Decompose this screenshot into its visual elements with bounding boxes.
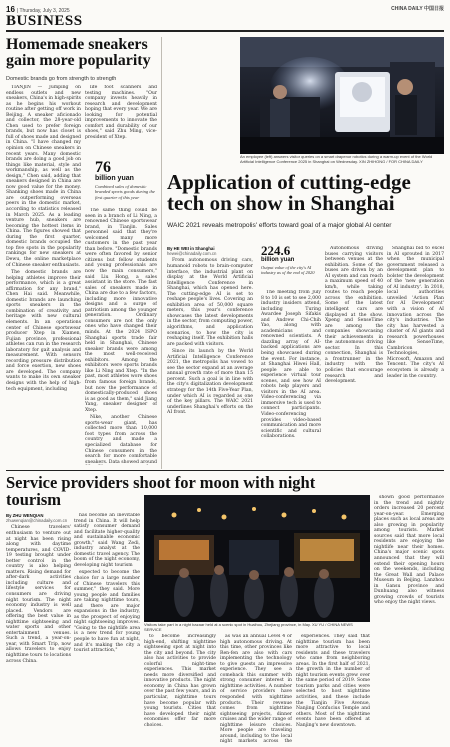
- night-col-1: [6, 513, 71, 743]
- photo-caption-ai: An employee (left) answers visitor queries on a smart drapenor robotics during a warm-up event of the World Artificial Intelligence Conference 2025 in Shanghai on Wednesday. XIN ZHIHONG / FOR CHINA DAILY: [240, 154, 433, 164]
- fact-ai-unit: billion yuan: [261, 257, 295, 263]
- headline-sneakers: Homemade sneakers gain more popularity: [6, 36, 151, 69]
- night-col-2: [74, 513, 140, 743]
- fact-number: 76: [95, 159, 111, 176]
- headline-night-tourism: Service providers shoot for moon with night tourism: [6, 473, 316, 509]
- publication-name-cn: 中国日报: [423, 6, 444, 12]
- publication-name-en: CHINA DAILY: [391, 6, 423, 12]
- fact-ai-description: Output value of the city's AI industry as of the end of 2020: [261, 265, 315, 276]
- sneakers-text-3: The domestic brands are helping athletes improve their performance, which is a great affirmation for any brand," Chen Hai said. Meanwhile, domestic brands are launching sports sneakers in the combination of creativity and heritage with new cultural elements. In an operations center of Chinese sportswear producer Xtep in Xiamen, Fujian province, professional athletes can run in the research laboratory for gait analysis and measurement. With sensors recording pressure distribution and force exertion, new shoes are developed. The company wants to make its own sneaker designs with the help of high-tech equipment, including: [6, 270, 81, 392]
- photo-night-bazaar-image: [144, 495, 370, 622]
- subhead-ai-shanghai: WAIC 2021 reveals metropolis' efforts toward goal of a major global AI center: [167, 222, 392, 229]
- ai-text-2: Since its launch by the World Artificial Intelligence Conference 2021, the metropolis has vowed to see the sector expand at an average annual growth rate of more than 15 percent. Such a goal is in line with the city's digitalization development strategy for the 14th Five-Year Plan, under which AI is regarded as one of the key pillars. The WAIC 2021 underlines Shanghai's efforts on the AI front.: [167, 349, 253, 416]
- sneakers-text-2: The same thing could be seen in a branch of Li Ning, a renowned Chinese sportswear brand, in Tianjin. Sales personnel said that they're welcomed many more customers in the past year than before. "Domestic brands were often favored by senior citizens but fellow students and young professionals are now the main consumers," said Liu Hong, a sales assistant in the store. The fast sales of sneakers made in China are due to a few factors, including more innovative designs and a surge of patriotism among the younger generation. Ordinary consumers are not the only ones who have changed their minds. At the 2024 ISPO Shanghai sports trade fair held in Shanghai, Chinese sneaker brands were among the most well-received exhibitors. Among the exhibitors were sports brands like Li Ning and Xtep. "In the past, most athletes wore shoes from famous foreign brands, but now the performance of domestically-produced shoes is as good as them," said Jiang Yang, sneaker designer of Xtep.: [85, 208, 157, 413]
- sneakers-col-2b: [85, 208, 157, 465]
- sneakers-text-1: TIANJIN — Jumping on endless outlets and new sneakers, China's in high-spirits as he begins his workout routine after getting off work in Beijing. A sneaker aficionado and collector, the 28-year-old Chen used to prefer foreign brands, but now has closet is full of shoes made and designed in China. "I have changed my opinion on Chinese sneakers in recent years. Many domestic brands are doing a good job on things like material, style and workmanship, as well as the design," Chen said, adding that sneakers designed in China are now good value for the money. Shanking shoes made in China are outperforming overseas peers in the domestic market, according to statistics released in March 2025. As a leading venture hub, sneakers are becoming the hottest items in China. The figures showed that during the first quarter, domestic brands occupied the top five spots in the popularity rankings for new sneakers at Dewu, the online marketplace of Chinese sneaker enthusiasts.: [6, 85, 81, 268]
- publication-name: [391, 5, 444, 12]
- sneakers-text-5: Nike, another Chinese sports-wear giant, has collected more than 10,000 foot types from across the country and made a specialized database for Chinese consumers in the search for more comfortable sneakers. Data showed around: [85, 415, 157, 465]
- ai-col-4: [387, 246, 444, 466]
- photo-night-bazaar: [144, 495, 370, 622]
- sneakers-col-2a: [85, 85, 157, 157]
- night-text-6: experiences. They said that nighttime tourism has been more attractive to local residents and these travelers who came from neighboring areas. In the first half of 2021, the growth in the number of night tourism events grew over the same period of 2019. Some tourism parks and cities were selected to host nighttime activities, and these include the Tianjin Five Avenue, Nanjing Confucius Temple and others. Most of the nighttime events have been offered at Nanjing's new downtown.: [296, 634, 370, 728]
- ai-col-2: [261, 290, 321, 466]
- page-header: [6, 4, 444, 13]
- story-divider: [6, 470, 444, 471]
- page-number: 16: [6, 5, 15, 14]
- ai-col-3: [325, 246, 383, 466]
- byline-night-name: By ZHU WENQIAN: [6, 513, 44, 518]
- night-text-1: Chinese travelers' enthusiasm to venture out at night has been rising along with daytime temperatures, and COVID-19 testing brought under better control in the country is also helping matters. Rising demand for after-dark activities including culture and lifestyle services for consumers are driving night tourism. The night economy industry is well placed. Vendors are offering the best value in nighttime sightseeing and water sports and other entertainment venues. Such a trend, a year-on-year, with Smart Trip, now allows travelers to enjoy nighttime tours to locations across China.: [6, 525, 71, 664]
- headline-ai-shanghai: Application of cutting-edge tech on show in Shanghai: [167, 170, 411, 215]
- column-divider: [161, 37, 162, 469]
- fact-ai-number: 224.6: [261, 243, 291, 258]
- ai-text-4: Autonomous driving buses carrying visitors between venues at the exhibition. Some of the buses are driven by an AI system and can reach a maximum speed of 40 km/h, while taking routes to reach people across the exhibition. Some of the latest intelligent cars are displayed at the show. Xpeng and SenseTime are among the companies showcasing their achievements in the autonomous driving sector. In this connection, Shanghai is a frontrunner in the industry with the policies that encourage research and development.: [325, 246, 383, 385]
- night-text-3: expected to become the choice for a large number of Chinese travelers this summer," they said. More young people and families are taking nighttime tours, and there are major expansions in the industry, as the prospect of enjoying night sightseeing improves. "Going to the nightlife area is a new trend for young people to have fun at night, and it's making the city a tourist attraction,": [74, 570, 140, 654]
- night-text-4: to become increasingly high-end, shifting nighttime sightseeing spot at night into the city and beyond. The city also has activities to provide colorful night-time experiences. This market needs more diversified and innovative products. The night economy in China has grown over the past few years, and in particular, nighttime tours have become popular with young tourists. Cities that have developed their night economies offer far more choices.: [144, 634, 216, 728]
- section-title: BUSINESS: [6, 13, 83, 29]
- ai-text-3: The meeting from July 8 to 10 is set to see 2,000 industry insiders attend, including Turing Awardee Joseph Sifakis and Andrew Chi-Chih Yao, along with academicians and renowned scientists. A dazzling array of AI-backed applications are being showcased during the event. For instance, at Shanghai Hiwei Hall, people are able to experience virtual tour scenes, and see how AI robots help players and visitors in the AI area. Video-conferencing via immersive tech is used to connect participants. Video-conferencing provides video-based communication and more scientific and cultural collaborations.: [261, 290, 321, 440]
- night-text-2: has become an inevitable trend in China. It will help satisfy consumer demand and facilitate higher-quality and sustainable economic growth," said Wang Zedi, industry analyst at the domestic travel agency. The boom of the night economy, developing night tourism: [74, 513, 140, 568]
- night-col-3: [144, 634, 216, 744]
- night-col-4: [220, 634, 292, 744]
- fact-description: Combined sales of domestic branded sports goods during the first quarter of this year: [95, 184, 155, 200]
- byline-ai-email: hewei@chinadaily.com.cn: [167, 251, 217, 257]
- ai-text-1: From autonomous driving cars, humanoid robots to brain-computer interface, the industrial plant on display at the World Artificial Intelligence Conference in Shanghai, which has opened here. The cutting-edge AI is set to reshape people's lives. Covering an exhibition area of 50,000 square meters, this year's conference showcases the latest developments in the sector, from computing power, algorithms, and application scenarios, to how the city is reshaping itself. The exhibition halls are packed with visitors.: [167, 258, 253, 347]
- fact-box-ai-output: [261, 244, 321, 276]
- ai-col-1: [167, 246, 253, 466]
- subhead-sneakers: Domestic brands go from strength to strength: [6, 76, 117, 82]
- sneakers-text-4: life foot scanners and testing machines. "Our company invests heavily in research and development hoping that every year. We are looking for potential improvements to innovate the comfort and durability of our shoes," said Zhu Ming, vice-president of Xtep.: [85, 85, 157, 140]
- byline-ai-name: By HE WEI in Shanghai: [167, 246, 215, 251]
- night-col-5: [296, 634, 370, 744]
- fact-unit: billion yuan: [95, 175, 134, 182]
- night-col-6: [374, 495, 444, 743]
- fact-box-sales: [95, 160, 157, 200]
- byline-night-email: zhuwenqian@chinadaily.com.cn: [6, 518, 68, 524]
- section-rule: [6, 30, 444, 32]
- sneakers-col-1: [6, 85, 81, 465]
- night-text-7: shown good performance in the trend and nightly orders increased 20 percent year-on-year. Emerging places such as local areas are also growing in popularity among tourists. Market sources said that more local residents are enjoying the nightlife near their homes. China's major scenic spots announced that they will extend their opening hours on the weekends, including the Great Wall and Palace Museum in Beijing. Lanzhou in Gansu province and Dunhuang also witness growing crowds of tourists who enjoy the night views.: [374, 495, 444, 606]
- byline-night: [6, 513, 71, 523]
- photo-caption-night: Visitors take part in a night bazaar held at a scenic spot in Huaihou, Zhejiang province, in May. XU YU / CHINA NEWS SERVICE: [144, 622, 353, 632]
- night-text-5: as was an annual Level 4 or high autonomous driving. At this time, other provinces like Ren-fen are also with cars implementing the technology to give guests an impressive experience. They see a comeback this summer with strong consumer interest in nighttime activities. A number of service providers have responded with nighttime products. Their revenue comes from nighttime sightseeing projects, dinner cruises and the wider range of nighttime leisure choices. More people are traveling around, including to the local night markets across the: [220, 634, 292, 744]
- byline-ai: [167, 246, 253, 256]
- photo-ai-conference: [240, 37, 444, 154]
- issue-date: | Thursday, July 3, 2025: [16, 8, 70, 14]
- ai-text-5: Shanghai bid to excel in AI sprouted in 2017 when the municipal government released a development plan to bolster the development of the 'new generation of AI industry'. In 2018, local authorities unveiled 'Action Plan for AI Development' with a vision of AI innovation across the city's industries. The city has harvested a cluster of AI giants and research powerhouses like SenseTime, Cambricon Technologies, Microsoft, Amazon and Tencent. The city's AI ecosystem is already a leader in the country.: [387, 246, 444, 379]
- photo-ai-conference-image: [240, 37, 444, 154]
